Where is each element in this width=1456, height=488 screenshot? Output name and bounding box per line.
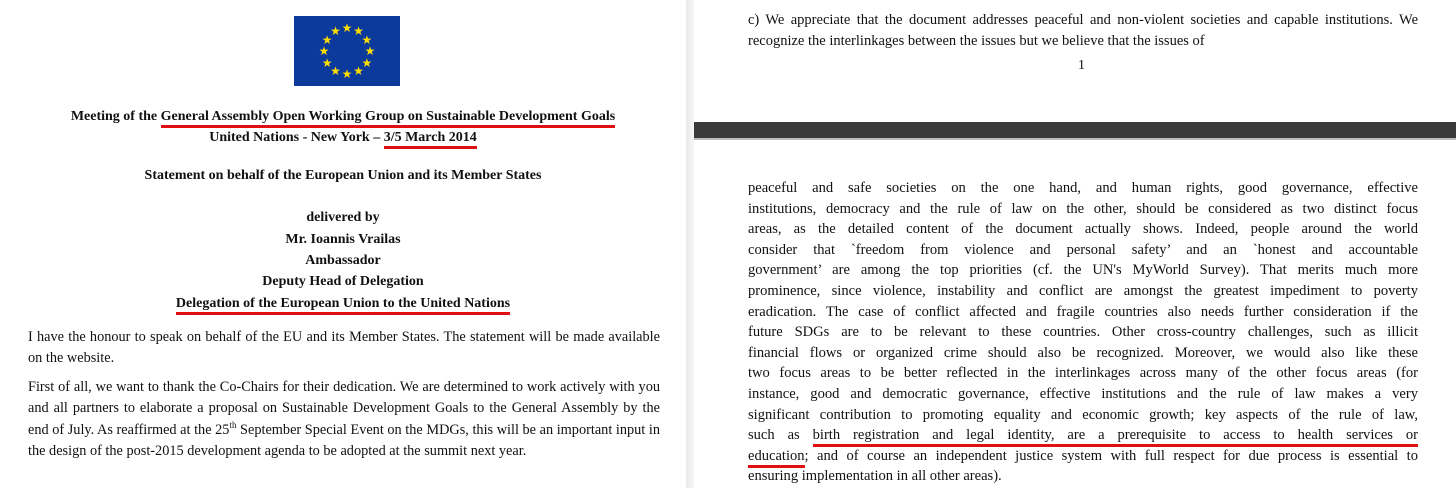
flag-star-icon: ★ xyxy=(330,24,341,39)
flag-star-icon: ★ xyxy=(361,55,373,70)
flag-star-icon: ★ xyxy=(341,21,353,35)
page-gap xyxy=(686,0,694,488)
text-line-last: ensuring implementation in all other areas). xyxy=(748,468,1002,485)
text-line: prominence, since violence, instability and conflict are amongst the greatest impediment to poverty xyxy=(748,282,1418,299)
flag-star-icon: ★ xyxy=(341,67,353,81)
line14-rest: ; and of course an independent justice system with full respect for due process is essential to xyxy=(804,447,1418,464)
flag-star-icon: ★ xyxy=(361,32,373,47)
page-break-divider xyxy=(694,122,1456,138)
text-line-highlighted xyxy=(748,425,1418,446)
paragraph-thanks-part1: First of all, we want to thank the Co-Chairs for their dedication. We are determined to work actively with you and all partners to elaborate a proposal on Sustainable Development Goals to the General Assembly by the end of July. As reaffirmed at the 25 xyxy=(28,379,660,438)
line13-prefix: such as xyxy=(748,427,813,444)
flag-star-icon: ★ xyxy=(364,44,376,58)
delivered-by: delivered by xyxy=(306,210,380,225)
flag-star-icon: ★ xyxy=(321,32,333,47)
flag-star-icon: ★ xyxy=(321,55,333,70)
text-line: government’ are among the top priorities (cf. the UN's MyWorld Survey). That merits much more xyxy=(748,262,1418,279)
text-line: peaceful and safe societies on the one hand, and human rights, good governance, effective xyxy=(748,180,1418,196)
text-line-highlighted xyxy=(748,446,1418,467)
paragraph-thanks-part2: September Special Event on the MDGs, this will be an important input in the design of the post-2015 development agenda to be adopted at the summit next year. xyxy=(28,421,660,459)
underlined-birth-registration: birth registration and legal identity, are a prerequisite to access to health services or xyxy=(813,427,1418,447)
superscript-th: th xyxy=(229,419,237,430)
meeting-location xyxy=(0,129,686,146)
meeting-prefix: Meeting of the xyxy=(70,109,161,124)
text-line: significant contribution to promoting equality and economic growth; key aspects of the rule of law, xyxy=(748,406,1418,423)
speaker-role-ambassador: Ambassador xyxy=(305,253,381,268)
speaker-delegation-line xyxy=(0,295,686,312)
speaker-delegation: Delegation of the European Union to the United Nations xyxy=(176,296,510,315)
text-line: consider that `freedom from violence and personal safety’ and an `honest and accountable xyxy=(748,241,1418,258)
eu-flag-icon xyxy=(294,16,400,86)
flag-star-icon: ★ xyxy=(353,63,364,78)
location-date: 3/5 March 2014 xyxy=(384,130,477,149)
underlined-education: education xyxy=(748,448,805,468)
flag-star-icon: ★ xyxy=(330,63,341,78)
right-top-paragraph: c) We appreciate that the document addresses peaceful and non-violent societies and capable institutions. We recognize the interlinkages between the issues but we believe that the issues of xyxy=(748,12,1418,49)
text-line: financial flows or organized crime should also be recognized. Moreover, we would also like these xyxy=(748,344,1418,361)
paragraph-thanks xyxy=(28,377,660,462)
speaker-role-deputy: Deputy Head of Delegation xyxy=(262,274,424,289)
statement-title: Statement on behalf of the European Union and its Member States xyxy=(144,168,542,183)
text-line: instance, good and democratic governance, effective institutions and the rule of law makes a very xyxy=(748,385,1418,402)
page-number: 1 xyxy=(1078,58,1085,73)
flag-star-icon: ★ xyxy=(353,24,364,39)
text-line: future SDGs are to be relevant to these countries. Other cross-country challenges, such as illicit xyxy=(748,324,1418,341)
text-line: institutions, democracy and the rule of law on the other, should be considered as two distinct focus xyxy=(748,200,1418,217)
meeting-underlined: General Assembly Open Working Group on Sustainable Development Goals xyxy=(161,109,616,128)
text-line: eradication. The case of conflict affected and fragile countries also needs further consideration if the xyxy=(748,303,1418,320)
left-page xyxy=(0,0,686,488)
text-line: two focus areas to be better reflected in the interlinkages across many of the other focus areas (for xyxy=(748,365,1418,382)
right-bottom-paragraph xyxy=(748,178,1418,487)
meeting-title xyxy=(0,108,686,125)
flag-star-icon: ★ xyxy=(318,44,330,58)
speaker-name: Mr. Ioannis Vrailas xyxy=(285,232,401,247)
text-line: areas, as the detailed content of the document actually shows. Indeed, people around the world xyxy=(748,221,1418,238)
paragraph-honour: I have the honour to speak on behalf of the EU and its Member States. The statement will be made available on the website. xyxy=(28,329,660,367)
location-prefix: United Nations - New York – xyxy=(209,130,384,145)
